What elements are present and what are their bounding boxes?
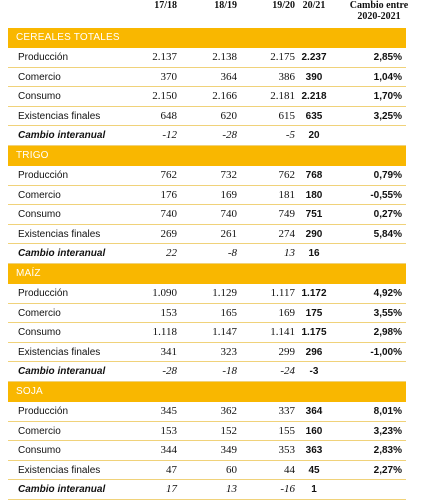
cell-cambio: 0,79% xyxy=(373,170,402,181)
section-title: TRIGO xyxy=(8,146,406,166)
cell-1718: 762 xyxy=(160,169,177,181)
cell-1920: 1.141 xyxy=(270,326,295,339)
header-col-1920: 19/20 xyxy=(272,0,295,11)
cell-1819: -18 xyxy=(222,365,237,378)
cell-1819: 362 xyxy=(220,405,237,417)
cell-2021: 635 xyxy=(305,110,323,122)
table-row xyxy=(8,422,406,442)
cell-1920: 353 xyxy=(278,444,295,457)
cell-2021: 363 xyxy=(305,445,323,457)
cell-1819: 165 xyxy=(220,306,237,319)
table-row xyxy=(8,343,406,363)
cell-1920: 386 xyxy=(278,70,295,83)
cell-1718: 22 xyxy=(166,247,177,260)
cell-1718: 1.118 xyxy=(152,326,177,339)
table-row xyxy=(8,323,406,343)
row-label: Consumo xyxy=(18,327,61,339)
row-label: Cambio interanual xyxy=(18,248,106,260)
cell-1718: 176 xyxy=(160,188,177,201)
cell-1920: 13 xyxy=(284,247,295,260)
cell-2021: 175 xyxy=(305,307,323,319)
cell-1819: 60 xyxy=(226,463,237,476)
header-cambio-line1: Cambio entre xyxy=(349,0,409,11)
header-col-cambio xyxy=(346,0,412,22)
table-row xyxy=(8,244,406,264)
table-row xyxy=(8,362,406,382)
cell-1819: 13 xyxy=(226,483,237,496)
cell-1718: 370 xyxy=(160,70,177,83)
cell-2021: 1 xyxy=(311,484,317,496)
cell-1920: 749 xyxy=(278,208,295,221)
cell-cambio: 2,85% xyxy=(373,52,402,63)
cell-1920: 274 xyxy=(278,227,295,240)
cell-1920: 615 xyxy=(278,109,295,122)
cell-1718: 47 xyxy=(166,463,177,476)
cell-2021: 768 xyxy=(305,170,323,181)
row-label: Comercio xyxy=(18,71,61,83)
row-label: Comercio xyxy=(18,189,61,201)
cell-1819: 1.129 xyxy=(212,287,237,299)
cell-1819: 169 xyxy=(220,188,237,201)
table-row xyxy=(8,166,406,186)
cell-1819: 740 xyxy=(220,208,237,221)
cell-cambio: 3,55% xyxy=(373,307,402,319)
cell-2021: 751 xyxy=(305,209,323,221)
table-row xyxy=(8,186,406,206)
cell-1920: 1.117 xyxy=(270,287,295,299)
header-col-1718: 17/18 xyxy=(154,0,177,11)
cell-1920: 299 xyxy=(278,345,295,358)
cell-1819: -28 xyxy=(222,129,237,142)
section-title: MAÍZ xyxy=(8,264,406,284)
cell-cambio: 8,01% xyxy=(373,406,402,417)
cell-2021: 20 xyxy=(308,130,320,142)
section-title: SOJA xyxy=(8,382,406,402)
table-row xyxy=(8,402,406,422)
cell-cambio: 2,98% xyxy=(373,327,402,339)
header-col-1819: 18/19 xyxy=(214,0,237,11)
cell-1920: -24 xyxy=(280,365,295,378)
row-label: Existencias finales xyxy=(18,110,101,122)
table-row xyxy=(8,68,406,88)
table-row xyxy=(8,126,406,146)
row-label: Comercio xyxy=(18,307,61,319)
table-row xyxy=(8,304,406,324)
cell-2021: 2.218 xyxy=(301,91,327,103)
table-section xyxy=(8,146,406,264)
row-label: Existencias finales xyxy=(18,464,101,476)
cell-1718: 341 xyxy=(160,345,177,358)
cell-2021: 296 xyxy=(305,346,323,358)
cell-cambio: 0,27% xyxy=(373,209,402,221)
cell-2021: 45 xyxy=(308,464,320,476)
row-label: Consumo xyxy=(18,209,61,221)
cell-cambio: -1,00% xyxy=(370,346,402,358)
cell-cambio: 1,70% xyxy=(373,91,402,103)
cell-cambio: -0,55% xyxy=(370,189,402,201)
cell-1819: 620 xyxy=(220,109,237,122)
table-section xyxy=(8,382,406,500)
cell-1718: 345 xyxy=(160,405,177,417)
row-label: Existencias finales xyxy=(18,228,101,240)
table-row xyxy=(8,441,406,461)
cell-1920: 2.181 xyxy=(270,90,295,103)
row-label: Existencias finales xyxy=(18,346,101,358)
row-label: Producción xyxy=(18,288,69,299)
table-row xyxy=(8,284,406,304)
table-row xyxy=(8,225,406,245)
row-label: Producción xyxy=(18,170,69,181)
row-label: Consumo xyxy=(18,91,61,103)
table-row xyxy=(8,87,406,107)
cell-1819: 261 xyxy=(220,227,237,240)
row-label: Comercio xyxy=(18,425,61,437)
cell-1718: 153 xyxy=(160,424,177,437)
cell-1718: 740 xyxy=(160,208,177,221)
cell-1819: -8 xyxy=(227,247,237,260)
table-row xyxy=(8,205,406,225)
table-row xyxy=(8,461,406,481)
header-col-2021: 20/21 xyxy=(302,0,326,11)
cell-2021: 390 xyxy=(305,71,323,83)
cell-1819: 349 xyxy=(220,444,237,457)
row-label: Producción xyxy=(18,52,69,63)
cell-1819: 2.166 xyxy=(212,90,237,103)
cell-1819: 732 xyxy=(220,169,237,181)
row-label: Consumo xyxy=(18,445,61,457)
row-label: Cambio interanual xyxy=(18,366,106,378)
table-section xyxy=(8,264,406,382)
cell-1718: -28 xyxy=(162,365,177,378)
cell-1718: 648 xyxy=(160,109,177,122)
cell-cambio: 5,84% xyxy=(373,228,402,240)
table-row xyxy=(8,107,406,127)
cell-1718: 2.150 xyxy=(152,90,177,103)
cell-1819: 323 xyxy=(220,345,237,358)
cell-2021: 364 xyxy=(305,406,323,417)
cell-1718: 1.090 xyxy=(152,287,177,299)
table-section xyxy=(8,28,406,146)
cell-1819: 1.147 xyxy=(212,326,237,339)
cell-2021: 290 xyxy=(305,228,323,240)
table-header xyxy=(0,0,430,26)
cell-1819: 152 xyxy=(220,424,237,437)
cell-1718: 344 xyxy=(160,444,177,457)
table-row xyxy=(8,480,406,500)
cell-1920: 155 xyxy=(278,424,295,437)
row-label: Producción xyxy=(18,406,69,417)
header-cambio-line2: 2020-2021 xyxy=(357,11,401,22)
cell-1819: 364 xyxy=(220,70,237,83)
cell-1718: 17 xyxy=(166,483,177,496)
cell-2021: 16 xyxy=(308,248,320,260)
cell-cambio: 2,27% xyxy=(373,464,402,476)
cell-1920: 762 xyxy=(278,169,295,181)
cell-cambio: 4,92% xyxy=(373,288,402,299)
cell-cambio: 3,25% xyxy=(373,110,402,122)
section-title: CEREALES TOTALES xyxy=(8,28,406,48)
table-row xyxy=(8,48,406,68)
cell-1718: 153 xyxy=(160,306,177,319)
cell-2021: 2.237 xyxy=(301,52,327,63)
cell-1718: 269 xyxy=(160,227,177,240)
cell-1920: -5 xyxy=(285,129,295,142)
cell-2021: 1.175 xyxy=(301,327,327,339)
cell-1920: 2.175 xyxy=(270,51,295,63)
cell-1718: 2.137 xyxy=(152,51,177,63)
cell-2021: 1.172 xyxy=(301,288,327,299)
cell-1718: -12 xyxy=(162,129,177,142)
cell-1920: 169 xyxy=(278,306,295,319)
row-label: Cambio interanual xyxy=(18,484,106,496)
cell-1920: 337 xyxy=(278,405,295,417)
cell-2021: 160 xyxy=(305,425,323,437)
cell-2021: -3 xyxy=(309,366,319,378)
cell-1920: -16 xyxy=(280,483,295,496)
cell-1920: 44 xyxy=(284,463,295,476)
cell-cambio: 3,23% xyxy=(373,425,402,437)
cell-1920: 181 xyxy=(278,188,295,201)
cell-2021: 180 xyxy=(305,189,323,201)
cell-cambio: 1,04% xyxy=(373,71,402,83)
cell-1819: 2.138 xyxy=(212,51,237,63)
row-label: Cambio interanual xyxy=(18,130,106,142)
cell-cambio: 2,83% xyxy=(373,445,402,457)
